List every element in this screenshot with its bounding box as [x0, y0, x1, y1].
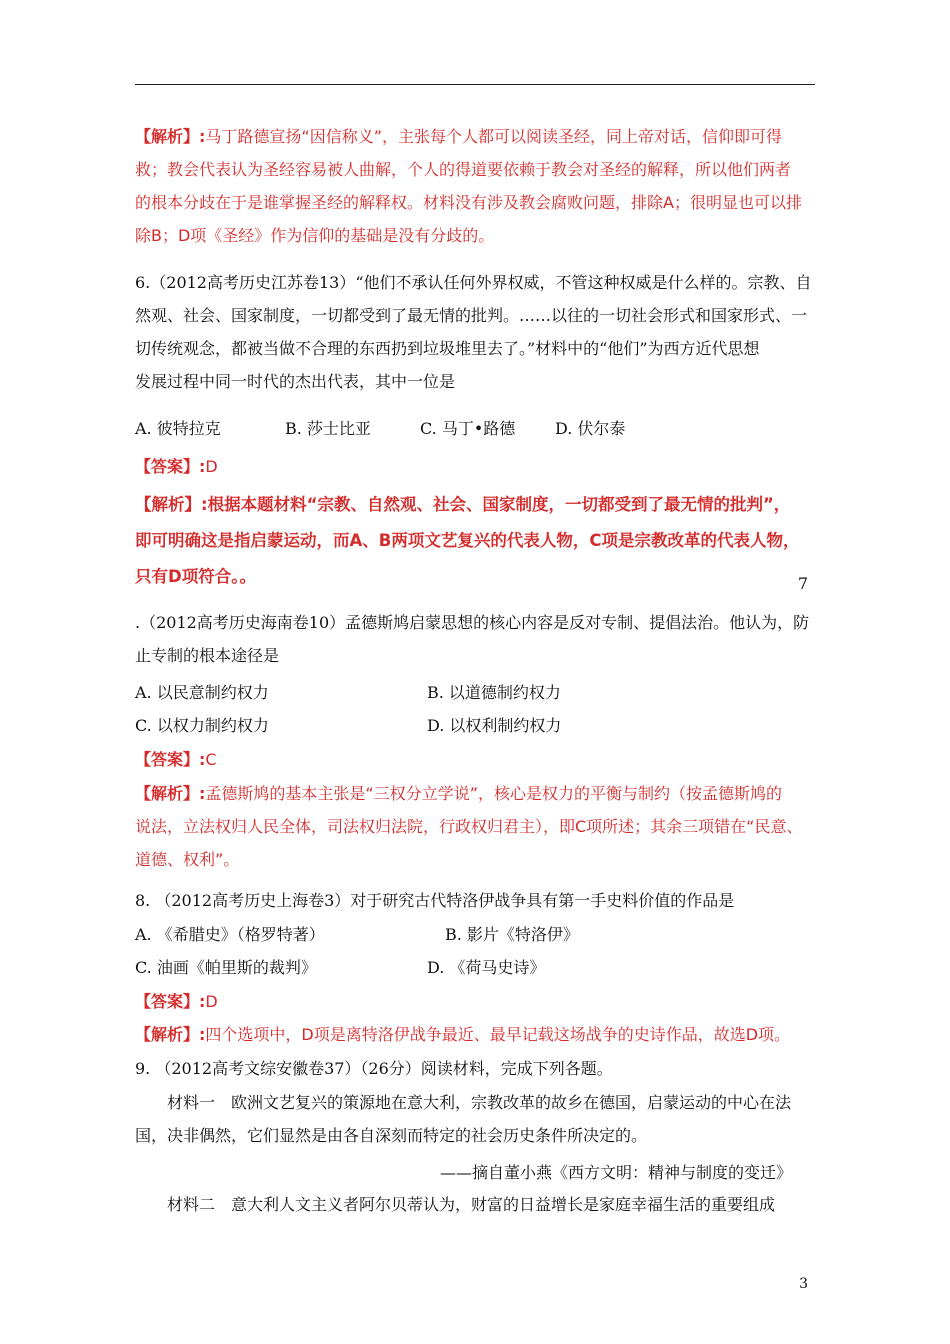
q9-stem: 9. （2012高考文综安徽卷37）（26分）阅读材料，完成下列各题。 [135, 1059, 613, 1078]
option-b: B. 影片《特洛伊》 [445, 925, 579, 944]
option-c: C. 马丁•路德 [420, 419, 516, 438]
option-a: A. 以民意制约权力 [135, 683, 269, 702]
q8-analysis [135, 1018, 815, 1051]
option-c: C. 油画《帕里斯的裁判》 [135, 958, 317, 977]
analysis-label: 【解析】: [135, 495, 208, 514]
analysis-label: 【解析】: [135, 1025, 206, 1044]
stem-line: 发展过程中同一时代的杰出代表，其中一位是 [135, 372, 456, 391]
q8-options [135, 918, 815, 984]
answer-value: D [205, 992, 218, 1011]
answer-label: 【答案】: [135, 750, 206, 769]
option-d: D. 以权利制约权力 [427, 716, 562, 735]
analysis-line: 说法，立法权归人民全体，司法权归法院，行政权归君主），即C项所述；其余三项错在“民意、 [135, 817, 803, 836]
q6-options [135, 412, 815, 445]
q7-analysis [135, 777, 815, 876]
analysis-line: 根据本题材料“宗教、自然观、社会、国家制度，一切都受到了最无情的批判”， [207, 495, 791, 514]
stem-line: 6.（2012高考历史江苏卷13）“他们不承认任何外界权威，不管这种权威是什么样的。宗教、自 [135, 273, 812, 292]
stem-line: 然观、社会、国家制度，一切都受到了最无情的批判。……以往的一切社会形式和国家形式、一 [135, 306, 808, 325]
analysis-line: 即可明确这是指启蒙运动，而A、B两项文艺复兴的代表人物，C项是宗教改革的代表人物， [135, 531, 800, 550]
analysis-line: 救；教会代表认为圣经容易被人曲解，个人的得道要依赖于教会对圣经的解释，所以他们两者 [135, 160, 792, 179]
material-line: 材料一 欧洲文艺复兴的策源地在意大利，宗教改革的故乡在德国，启蒙运动的中心在法 [167, 1093, 792, 1112]
page-number: 3 [799, 1276, 808, 1292]
q5-analysis [135, 120, 815, 252]
q6-answer [135, 450, 815, 483]
q8-answer [135, 985, 815, 1018]
answer-value: D [205, 457, 218, 476]
q9-material1 [135, 1086, 815, 1152]
analysis-line: 的根本分歧在于是谁掌握圣经的解释权。材料没有涉及教会腐败问题，排除A；很明显也可以排 [135, 193, 802, 212]
analysis-line: 只有D项符合。。 [135, 567, 256, 586]
material-line: 国，决非偶然，它们显然是由各自深刻而特定的社会历史条件所决定的。 [135, 1126, 648, 1145]
stem-line: 切传统观念，都被当做不合理的东西扔到垃圾堆里去了。”材料中的“他们”为西方近代思想 [135, 339, 760, 358]
stem-line: 止专制的根本途径是 [135, 646, 280, 665]
option-c: C. 以权力制约权力 [135, 716, 269, 735]
header-rule [135, 84, 815, 85]
option-d: D. 《荷马史诗》 [427, 958, 546, 977]
stray-number: 7 [797, 574, 808, 593]
option-d: D. 伏尔泰 [555, 419, 626, 438]
stem-line: .（2012高考历史海南卷10）孟德斯鸠启蒙思想的核心内容是反对专制、提倡法治。他认为，防 [135, 613, 810, 632]
analysis-line: 孟德斯鸠的基本主张是“三权分立学说”，核心是权力的平衡与制约（按孟德斯鸠的 [205, 784, 782, 803]
answer-value: C [205, 750, 217, 769]
option-a: A. 《希腊史》（格罗特著） [135, 925, 325, 944]
q7-stem [135, 606, 815, 672]
analysis-text: 四个选项中，D项是离特洛伊战争最近、最早记载这场战争的史诗作品，故选D项。 [205, 1025, 791, 1044]
q9-material1-source: ——摘自董小燕《西方文明：精神与制度的变迁》 [440, 1163, 793, 1182]
answer-label: 【答案】: [135, 457, 206, 476]
analysis-label: 【解析】: [135, 784, 206, 803]
analysis-label: 【解析】: [135, 127, 206, 146]
option-b: B. 以道德制约权力 [427, 683, 561, 702]
option-b: B. 莎士比亚 [285, 419, 371, 438]
q7-answer [135, 743, 815, 776]
analysis-line: 马丁路德宣扬“因信称义”，主张每个人都可以阅读圣经，同上帝对话，信仰即可得 [205, 127, 782, 146]
q6-stem [135, 266, 815, 398]
q7-options [135, 676, 815, 742]
q6-analysis [135, 487, 815, 595]
analysis-line: 道德、权利”。 [135, 850, 240, 869]
option-a: A. 彼特拉克 [135, 419, 221, 438]
q8-stem: 8. （2012高考历史上海卷3）对于研究古代特洛伊战争具有第一手史料价值的作品是 [135, 891, 735, 910]
analysis-line: 除B；D项《圣经》作为信仰的基础是没有分歧的。 [135, 226, 495, 245]
answer-label: 【答案】: [135, 992, 206, 1011]
q9-material2: 材料二 意大利人文主义者阿尔贝蒂认为，财富的日益增长是家庭幸福生活的重要组成 [167, 1195, 776, 1214]
